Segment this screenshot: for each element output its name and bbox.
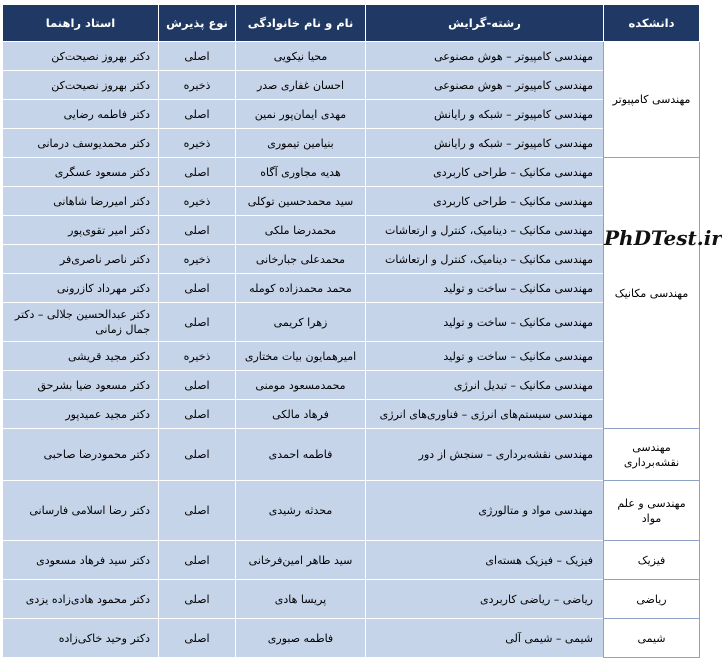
faculty-cell: مهندسی مکانیک	[604, 158, 700, 429]
name-cell: احسان غفاری صدر	[236, 71, 366, 100]
type-cell: ذخیره	[159, 187, 236, 216]
advisor-cell: دکتر محمودرضا صاحبی	[3, 429, 159, 481]
advisor-cell: دکتر مسعود عسگری	[3, 158, 159, 187]
name-cell: هدیه مجاوری آگاه	[236, 158, 366, 187]
major-cell: ریاضی – ریاضی کاربردی	[366, 580, 604, 619]
major-cell: مهندسی مکانیک – تبدیل انرژی	[366, 371, 604, 400]
advisor-cell: دکتر وحید خاکی‌زاده	[3, 619, 159, 658]
table-row	[3, 541, 700, 580]
advisor-cell: دکتر سید فرهاد مسعودی	[3, 541, 159, 580]
name-cell: محمد محمدزاده کومله	[236, 274, 366, 303]
major-cell: مهندسی مکانیک – دینامیک، کنترل و ارتعاشات	[366, 245, 604, 274]
major-cell: فیزیک – فیزیک هسته‌ای	[366, 541, 604, 580]
major-cell: مهندسی مکانیک – طراحی کاربردی	[366, 187, 604, 216]
type-cell: اصلی	[159, 216, 236, 245]
type-cell: اصلی	[159, 481, 236, 541]
faculty-cell: ریاضی	[604, 580, 700, 619]
major-cell: شیمی – شیمی آلی	[366, 619, 604, 658]
header-type: نوع پذیرش	[159, 5, 236, 42]
type-cell: اصلی	[159, 100, 236, 129]
type-cell: اصلی	[159, 371, 236, 400]
advisor-cell: دکتر فاطمه رضایی	[3, 100, 159, 129]
table-row	[3, 216, 700, 245]
type-cell: ذخیره	[159, 342, 236, 371]
table-row	[3, 303, 700, 342]
major-cell: مهندسی کامپیوتر – هوش مصنوعی	[366, 42, 604, 71]
major-cell: مهندسی نقشه‌برداری – سنجش از دور	[366, 429, 604, 481]
name-cell: پریسا هادی	[236, 580, 366, 619]
major-cell: مهندسی مواد و متالورژی	[366, 481, 604, 541]
table-row	[3, 429, 700, 481]
table-row	[3, 274, 700, 303]
table-row	[3, 129, 700, 158]
major-cell: مهندسی مکانیک – دینامیک، کنترل و ارتعاشات	[366, 216, 604, 245]
table-row	[3, 187, 700, 216]
faculty-cell: مهندسی کامپیوتر	[604, 42, 700, 158]
header-advisor: استاد راهنما	[3, 5, 159, 42]
advisor-cell: دکتر بهروز نصیحت‌کن	[3, 71, 159, 100]
advisor-cell: دکتر مهرداد کازرونی	[3, 274, 159, 303]
advisor-cell: دکتر امیر تقوی‌پور	[3, 216, 159, 245]
type-cell: اصلی	[159, 158, 236, 187]
type-cell: اصلی	[159, 429, 236, 481]
table-row	[3, 619, 700, 658]
type-cell: اصلی	[159, 42, 236, 71]
table-row	[3, 245, 700, 274]
name-cell: بنیامین تیموری	[236, 129, 366, 158]
major-cell: مهندسی کامپیوتر – شبکه و رایانش	[366, 100, 604, 129]
name-cell: سید طاهر امین‌فرخانی	[236, 541, 366, 580]
advisor-cell: دکتر امیررضا شاهانی	[3, 187, 159, 216]
name-cell: محمدرضا ملکی	[236, 216, 366, 245]
header-major: رشته-گرایش	[366, 5, 604, 42]
table-row	[3, 158, 700, 187]
advisor-cell: دکتر رضا اسلامی فارسانی	[3, 481, 159, 541]
name-cell: محمدمسعود مومنی	[236, 371, 366, 400]
name-cell: مهدی ایمان‌پور نمین	[236, 100, 366, 129]
type-cell: اصلی	[159, 303, 236, 342]
advisor-cell: دکتر مجید عمیدپور	[3, 400, 159, 429]
table-row	[3, 342, 700, 371]
faculty-cell: مهندسی نقشه‌برداری	[604, 429, 700, 481]
watermark: PhDTest.ir	[604, 226, 722, 250]
name-cell: فرهاد مالکی	[236, 400, 366, 429]
name-cell: فاطمه احمدی	[236, 429, 366, 481]
advisor-cell: دکتر مسعود ضیا بشرحق	[3, 371, 159, 400]
type-cell: اصلی	[159, 274, 236, 303]
name-cell: فاطمه صبوری	[236, 619, 366, 658]
name-cell: زهرا کریمی	[236, 303, 366, 342]
table-row	[3, 580, 700, 619]
type-cell: ذخیره	[159, 71, 236, 100]
major-cell: مهندسی مکانیک – ساخت و تولید	[366, 342, 604, 371]
header-row	[3, 5, 700, 42]
faculty-cell: شیمی	[604, 619, 700, 658]
type-cell: اصلی	[159, 619, 236, 658]
advisor-cell: دکتر بهروز نصیحت‌کن	[3, 42, 159, 71]
name-cell: محمدعلی جبارخانی	[236, 245, 366, 274]
name-cell: محدثه رشیدی	[236, 481, 366, 541]
advisor-cell: دکتر عبدالحسین جلالی – دکتر جمال زمانی	[3, 303, 159, 342]
type-cell: ذخیره	[159, 129, 236, 158]
type-cell: اصلی	[159, 580, 236, 619]
admission-table	[2, 4, 700, 658]
header-name: نام و نام خانوادگی	[236, 5, 366, 42]
table-row	[3, 100, 700, 129]
faculty-cell: مهندسی و علم مواد	[604, 481, 700, 541]
type-cell: اصلی	[159, 541, 236, 580]
major-cell: مهندسی مکانیک – ساخت و تولید	[366, 303, 604, 342]
name-cell: امیرهمایون بیات مختاری	[236, 342, 366, 371]
type-cell: ذخیره	[159, 245, 236, 274]
major-cell: مهندسی سیستم‌های انرژی – فناوری‌های انرژی	[366, 400, 604, 429]
major-cell: مهندسی مکانیک – طراحی کاربردی	[366, 158, 604, 187]
table-row	[3, 71, 700, 100]
table-row	[3, 481, 700, 541]
major-cell: مهندسی کامپیوتر – هوش مصنوعی	[366, 71, 604, 100]
table-row	[3, 42, 700, 71]
name-cell: سید محمدحسین توکلی	[236, 187, 366, 216]
advisor-cell: دکتر مجید قریشی	[3, 342, 159, 371]
major-cell: مهندسی مکانیک – ساخت و تولید	[366, 274, 604, 303]
advisor-cell: دکتر محمدیوسف درمانی	[3, 129, 159, 158]
name-cell: محیا نیکویی	[236, 42, 366, 71]
table-row	[3, 371, 700, 400]
advisor-cell: دکتر محمود هادی‌زاده یزدی	[3, 580, 159, 619]
advisor-cell: دکتر ناصر ناصری‌فر	[3, 245, 159, 274]
table-row	[3, 400, 700, 429]
faculty-cell: فیزیک	[604, 541, 700, 580]
major-cell: مهندسی کامپیوتر – شبکه و رایانش	[366, 129, 604, 158]
header-faculty: دانشکده	[604, 5, 700, 42]
type-cell: اصلی	[159, 400, 236, 429]
